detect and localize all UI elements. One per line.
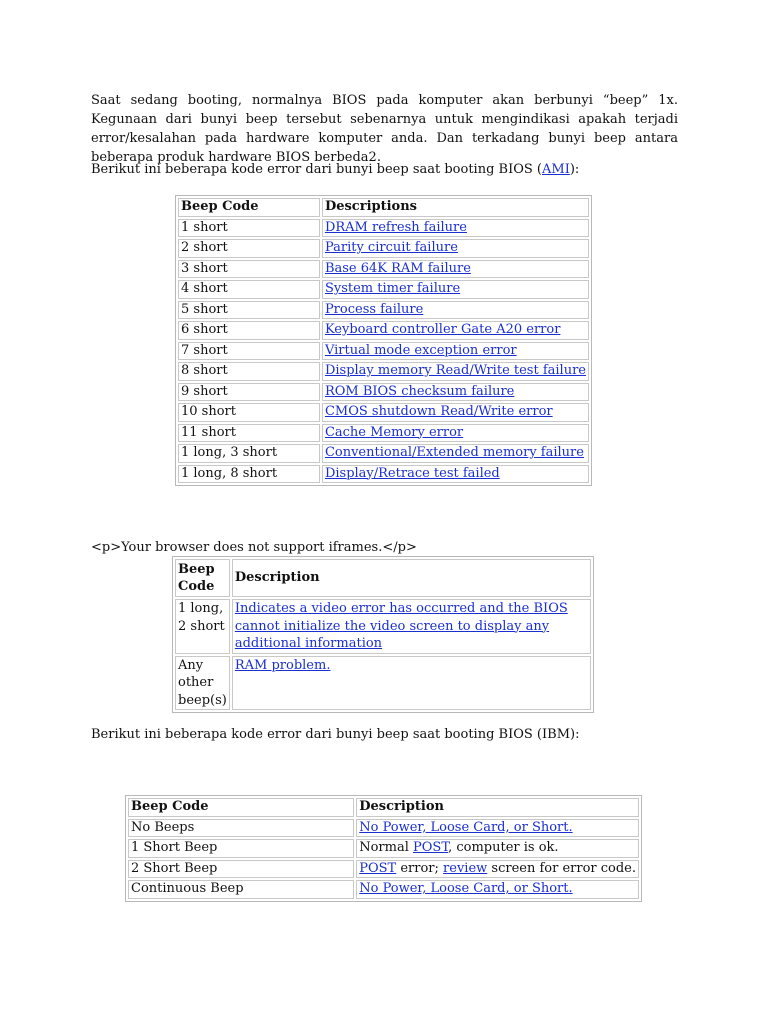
table-row: [178, 219, 589, 238]
ami-intro-paragraph: [91, 160, 678, 179]
beep-code-cell: No Beeps: [128, 819, 354, 838]
table-row: [128, 880, 639, 899]
description-cell: [322, 321, 589, 340]
description-link[interactable]: Display/Retrace test failed: [324, 465, 500, 481]
description-cell: [356, 860, 639, 879]
intro-paragraph: Saat sedang booting, normalnya BIOS pada komputer akan berbunyi “beep” 1x. Kegunaan dari bunyi beep tersebut sebenarnya untuk mengindikasi apakah terjadi error/kesalahan pada hardware komputer anda. Dan terkadang bunyi beep antara beberapa produk hardware BIOS berbeda2.: [91, 93, 678, 165]
beep-code-cell: 9 short: [178, 383, 320, 402]
ibm-intro-paragraph: Berikut ini beberapa kode error dari bunyi beep saat booting BIOS (IBM):: [91, 727, 580, 742]
description-cell: [322, 239, 589, 258]
description-link[interactable]: No Power, Loose Card, or Short.: [359, 881, 573, 896]
column-header-description: Description: [232, 559, 591, 597]
ami-link[interactable]: AMI: [542, 162, 570, 177]
description-text: screen for error code.: [487, 860, 636, 876]
description-link[interactable]: Display memory Read/Write test failure: [324, 363, 586, 378]
beep-code-cell: 1 short: [178, 219, 320, 238]
beep-code-cell: 1 Short Beep: [128, 839, 354, 858]
beep-code-cell: 8 short: [178, 362, 320, 381]
ami-intro-suffix: ):: [569, 162, 580, 177]
description-cell: [232, 656, 591, 711]
description-text: , computer is ok.: [448, 840, 559, 855]
description-link[interactable]: Indicates a video error has occurred and the BIOS cannot initialize the video screen to display any additional information: [234, 601, 568, 651]
table-row: [175, 599, 591, 654]
table-header-row: [178, 198, 589, 217]
description-link[interactable]: CMOS shutdown Read/Write error: [324, 404, 553, 419]
description-link[interactable]: ROM BIOS checksum failure: [324, 383, 515, 399]
table-row: [128, 819, 639, 838]
description-link[interactable]: review: [443, 860, 488, 876]
beep-code-cell: 6 short: [178, 321, 320, 340]
ami-intro-prefix: Berikut ini beberapa kode error dari bunyi beep saat booting BIOS (: [91, 162, 543, 177]
description-link[interactable]: Conventional/Extended memory failure: [324, 445, 584, 460]
description-link[interactable]: System timer failure: [324, 281, 461, 296]
ami-beep-table: [175, 195, 592, 486]
column-header-beep-code: Beep Code: [175, 559, 230, 597]
beep-code-cell: 1 long, 2 short: [175, 599, 230, 654]
beep-code-cell: 3 short: [178, 260, 320, 279]
description-cell: [322, 465, 589, 484]
table-row: [178, 383, 589, 402]
description-cell: [322, 342, 589, 361]
table-row: [128, 839, 639, 858]
table-row: [178, 239, 589, 258]
description-link[interactable]: POST: [359, 860, 397, 876]
description-link[interactable]: Virtual mode exception error: [324, 342, 517, 358]
table-row: [175, 656, 591, 711]
description-link[interactable]: No Power, Loose Card, or Short.: [359, 819, 573, 835]
description-cell: [356, 839, 639, 858]
table-row: [178, 301, 589, 320]
beep-code-cell: 2 Short Beep: [128, 860, 354, 879]
description-cell: [322, 280, 589, 299]
description-link[interactable]: RAM problem.: [234, 657, 331, 673]
description-cell: [322, 383, 589, 402]
table-row: [178, 403, 589, 422]
beep-code-cell: Any other beep(s): [175, 656, 230, 711]
ibm-beep-table: [125, 795, 642, 902]
description-link[interactable]: POST: [413, 840, 449, 855]
beep-code-cell: 7 short: [178, 342, 320, 361]
description-cell: [322, 219, 589, 238]
table-row: [178, 321, 589, 340]
beep-code-cell: 2 short: [178, 239, 320, 258]
description-cell: [356, 819, 639, 838]
description-cell: [322, 260, 589, 279]
description-cell: [356, 880, 639, 899]
table-header-row: [175, 559, 591, 597]
description-cell: [322, 403, 589, 422]
beep-code-cell: Continuous Beep: [128, 880, 354, 899]
column-header-descriptions: Descriptions: [322, 198, 589, 217]
table-row: [178, 424, 589, 443]
column-header-beep-code: Beep Code: [128, 798, 354, 817]
table-header-row: [128, 798, 639, 817]
beep-code-cell: 1 long, 8 short: [178, 465, 320, 484]
description-link[interactable]: Base 64K RAM failure: [324, 260, 471, 276]
beep-code-cell: 4 short: [178, 280, 320, 299]
column-header-beep-code: Beep Code: [178, 198, 320, 217]
description-link[interactable]: DRAM refresh failure: [324, 219, 467, 235]
description-cell: [322, 301, 589, 320]
iframe-notice: <p>Your browser does not support iframes.</p>: [91, 540, 417, 555]
description-cell: [322, 424, 589, 443]
beep-code-cell: 5 short: [178, 301, 320, 320]
description-text: error;: [396, 860, 444, 876]
description-link[interactable]: Parity circuit failure: [324, 240, 458, 255]
table-row: [178, 280, 589, 299]
description-cell: [322, 444, 589, 463]
table-row: [128, 860, 639, 879]
table-row: [178, 362, 589, 381]
table-row: [178, 342, 589, 361]
beep-code-cell: 11 short: [178, 424, 320, 443]
description-link[interactable]: Process failure: [324, 301, 424, 317]
description-cell: [232, 599, 591, 654]
video-beep-table: [172, 556, 594, 713]
description-link[interactable]: Cache Memory error: [324, 424, 464, 440]
description-link[interactable]: Keyboard controller Gate A20 error: [324, 322, 561, 337]
beep-code-cell: 10 short: [178, 403, 320, 422]
description-cell: [322, 362, 589, 381]
table-row: [178, 444, 589, 463]
description-text: Normal: [359, 840, 414, 855]
beep-code-cell: 1 long, 3 short: [178, 444, 320, 463]
table-row: [178, 465, 589, 484]
table-row: [178, 260, 589, 279]
column-header-description: Description: [356, 798, 639, 817]
